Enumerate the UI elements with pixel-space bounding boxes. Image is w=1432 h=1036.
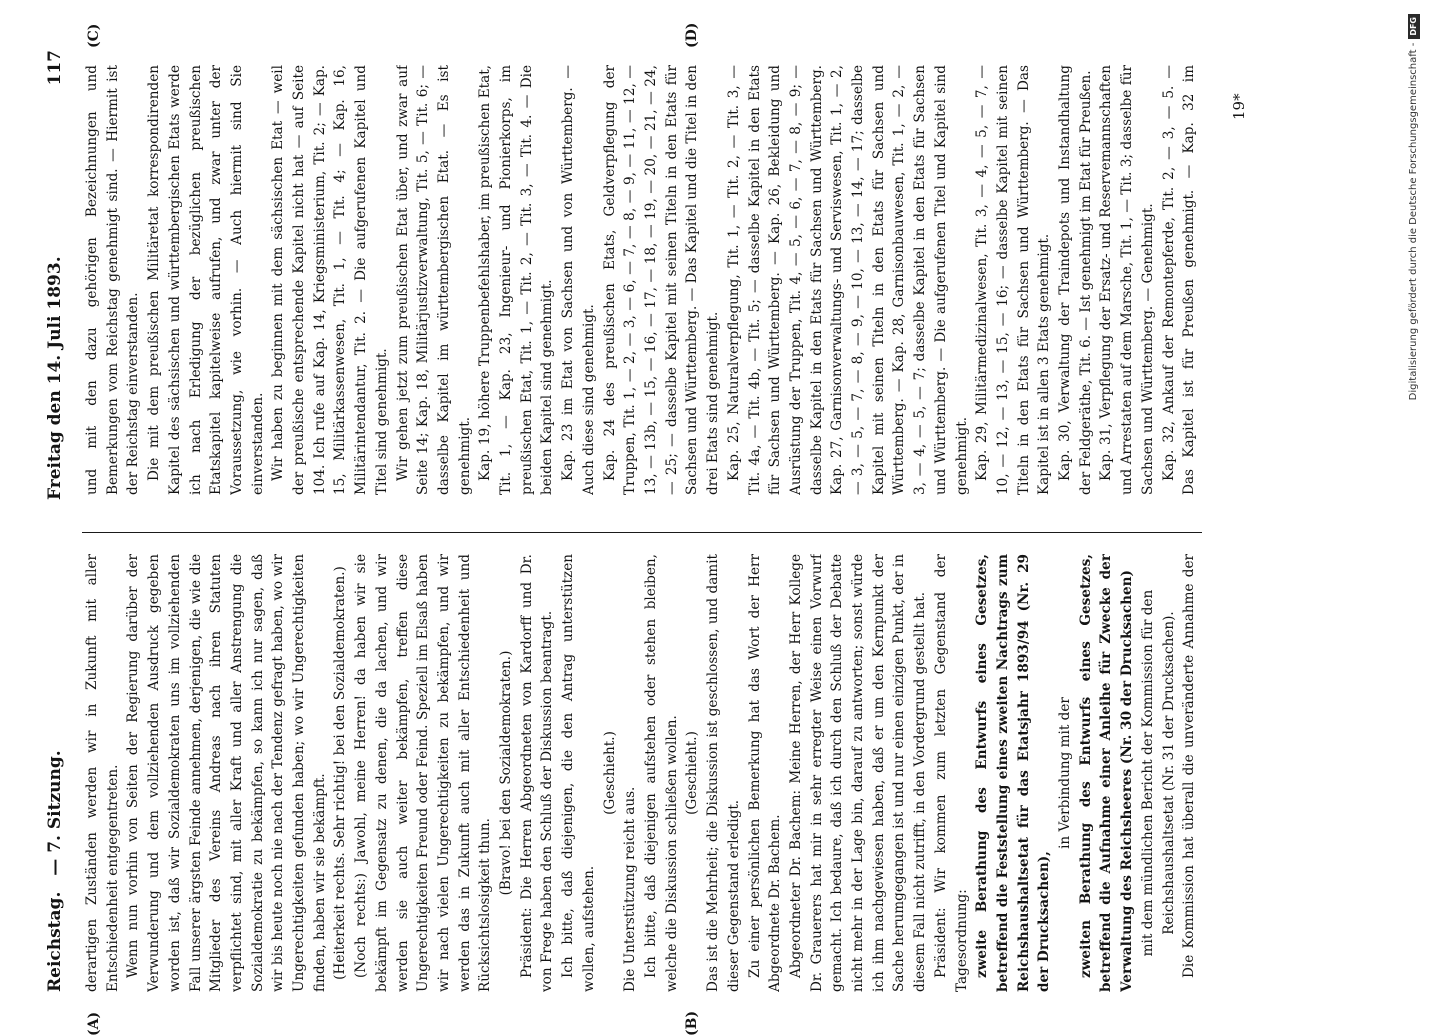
header-date: Freitag den 14. Juli 1893. [45,256,65,500]
paragraph: (Noch rechts:) Jawohl, meine Herren! da haben wir sie bekämpft im Gegensatz zu denen, die da lachen, und wir werden sie auch weiter bekämpfen, treffen diese Ungerechtigkeiten Freund oder Feind. Speziell im Elsaß haben wir nach vielen Ungerechtigkeiten zu bekämpfen, und wir werden das in Zukunft auch mit aller Entschiedenheit und Rücksichtslosigkeit thun. [353,554,494,992]
left-text-column [82,554,1202,992]
paragraph: Wir gehen jetzt zum preußischen Etat über, und zwar auf Seite 14; Kap. 18, Militärjustizverwaltung, Tit. 5, — Tit. 6; — dasselbe Kapitel im württembergischen Etat. — Es ist genehmigt. [394,65,473,495]
dfg-logo: DFG [1408,14,1420,39]
paragraph: Das ist die Mehrheit; die Diskussion ist geschlossen, und damit dieser Gegenstand erledigt. [705,554,742,992]
paragraph: mit dem mündlichen Bericht der Kommission für den Reichshaushaltsetat (Nr. 31 der Drucksachen). [1139,589,1177,957]
paragraph: Kap. 30, Verwaltung der Traindepots und Instandhaltung der Feldgeräthe, Tit. 6. — Ist genehmigt im Etat für Preußen. [1057,65,1094,495]
paragraph: Kap. 32, Ankauf der Remontepferde, Tit. 2, — 3, — 5. — Das Kapitel ist für Preußen genehmigt. — Kap. 32 im [1160,65,1198,495]
paragraph: Kap. 29, Militärmedizinalwesen, Tit. 3, — 4, — 5, — 7, — 10, — 12, — 13, — 15, — 16; — dasselbe Kapitel mit seinen Titeln in den Etats für Sachsen und Württemberg. — Das Kapitel ist in allen 3 Etats genehmigt. [974,65,1053,495]
paragraph: und mit den dazu gehörigen Bezeichnungen und Bemerkungen vom Reichstag genehmigt sind. — Hiermit ist der Reichstag einverstanden. [84,65,142,495]
agenda-item: zweite Berathung des Entwurfs eines Gesetzes, betreffend die Feststellung eines zweiten Nachtrags zum Reichshaushaltsetat für das Etatsjahr 1893/94 (Nr. 29 der Drucksachen), [974,554,1053,992]
paragraph: Ich bitte, daß diejenigen, die den Antrag unterstützen wollen, aufstehen. [560,554,597,992]
interjection: (Bravo! bei den Sozialdemokraten.) [498,650,515,896]
paragraph: Kap. 25, Naturalverpflegung, Tit. 1, — Tit. 2, — Tit. 3, — Tit. 4a, — Tit. 4b, — Tit. 5; — dasselbe Kapitel in den Etats für Sachsen und Württemberg. — Kap. 26, Bekleidung und Ausrüstung der Truppen, Tit. 4, — 5, — 6, — 7, — 8, — 9; — dasselbe Kapitel in den Etats für Sachsen und Württemberg. Kap. 27, Garnisonverwaltungs- und Serviswesen, Tit. 1, — 2, — 3, — 5, — 7, — 8, — 9, — 10, — 13, — 14, — 17; dasselbe Kapitel mit seinen Titeln in den Etats für Sachsen und Württemberg. — Kap. 28, Garnisonbauwesen, Tit. 1, — 2, — 3, — 4, — 5, — 7; dasselbe Kapitel in den Etats für Sachsen und Württemberg. — Die aufgerufenen Titel und Kapitel sind genehmigt. [725,65,970,495]
interjection: (Geschieht.) [684,731,701,815]
paragraph: Wenn nun vorhin von Seiten der Regierung darüber der Verwunderung und dem vollziehenden Ausdruck gegeben worden ist, daß wir Sozialdemokraten uns im vollziehenden Fall unserer ärgsten Feinde annehmen, derjenigen, die wie die Mitglieder des Vereins Andreas nach ihren Statuten verpflichtet sind, mit aller Kraft und aller Anstrengung die Sozialdemokratie zu bekämpfen, so kann ich nur sagen, daß wir bis heute noch nie nach der Tendenz gefragt haben, wo wir Ungerechtigkeiten gefunden haben; wo wir Ungerechtigkeiten finden, haben wir sie bekämpft. [125,554,328,992]
paragraph: Kap. 24 des preußischen Etats, Geldverpflegung der Truppen, Tit. 1, — 2, — 3, — 6, — 7, — 8, — 9, — 11, — 12, — 13, — 13b, — 15, — 16, — 17, — 18, — 19, — 20, — 21, — 24, — 25; — dasselbe Kapitel mit seinen Titeln in den Etats für Sachsen und Württemberg. — Das Kapitel und die Titel in den drei Etats sind genehmigt. [601,65,722,495]
header-session: — 7. Sitzung. [45,750,65,876]
paragraph: Abgeordneter Dr. Bachem: Meine Herren, der Herr Kollege Dr. Grauerers hat mir in sehr erregter Weise einen Vorwurf gemacht. Ich bedaure, daß ich durch den Schluß der Debatte nicht mehr in der Lage bin, darauf zu antworten; sonst würde ich ihm nachgewiesen haben, daß er um den Kernpunkt der Sache herumgegangen ist und nur einen einzigen Punkt, der in diesem Fall nicht zutrifft, in den Vordergrund gestellt hat. [787,554,929,992]
right-text-column [82,65,1202,495]
paragraph: Ich bitte, daß diejenigen aufstehen oder stehen bleiben, welche die Diskussion schließen wollen. [642,554,680,992]
page-number: 117 [45,50,65,86]
paragraph: Die Unterstützung reicht aus. [622,786,639,992]
signature-mark: 19* [1230,93,1248,120]
margin-mark-c: (C) [86,23,102,48]
header-title: Reichstag. [45,891,65,992]
paragraph: Zu einer persönlichen Bemerkung hat das Wort der Herr Abgeordnete Dr. Bachem. [746,554,784,992]
interjection: (Geschieht.) [601,731,618,815]
digitization-note [1404,0,1424,1000]
paragraph: derartigen Zuständen werden wir in Zukunft mit aller Entschiedenheit entgegentreten. [84,554,121,992]
paragraph: Die Kommission hat überall die unveränderte Annahme der [1181,554,1198,978]
paragraph: Kap. 19, höhere Truppenbefehlshaber, im preußischen Etat, Tit. 1, — Kap. 23, Ingenieur- und Pionierkorps, im preußischen Etat, Tit. 1, — Tit. 2, — Tit. 3, — Tit. 4. — Die beiden Kapitel sind genehmigt. [477,65,556,495]
paragraph: Kap. 31, Verpflegung der Ersatz- und Reservemannschaften und Arrestaten auf dem Marsche, Tit. 1, — Tit. 3; dasselbe für Sachsen und Württemberg. — Genehmigt. [1098,65,1156,495]
paragraph: in Verbindung mit der [1057,697,1074,849]
paragraph: Präsident: Wir kommen zum letzten Gegenstand der Tagesordnung: [932,554,970,992]
margin-mark-d: (D) [684,22,700,48]
interjection: (Heiterkeit rechts. Sehr richtig! bei den Sozialdemokraten.) [332,566,349,980]
paragraph: Die mit dem preußischen Militäretat korrespondirenden Kapitel des sächsischen und württembergischen Etats werde ich nach Erledigung der bezüglichen preußischen Etatskapitel kapitelweise aufrufen, und zwar unter der Voraussetzung, wie vorhin. — Auch hiermit sind Sie einverstanden. [146,65,266,495]
paragraph: Präsident: Die Herren Abgeordneten von Kardorff und Dr. von Frege haben den Schluß der Diskussion beantragt. [518,554,556,992]
running-header-left [45,552,71,992]
agenda-item: zweiten Berathung des Entwurfs eines Gesetzes, betreffend die Aufnahme einer Anleihe für Zwecke der Verwaltung des Reichsheeres (Nr. 30 der Drucksachen) [1077,554,1136,992]
margin-mark-b: (B) [684,1010,700,1036]
running-header-right [45,50,71,500]
paragraph: Wir haben zu beginnen mit dem sächsischen Etat — weil der preußische entsprechende Kapitel nicht hat — auf Seite 104. Ich rufe auf Kap. 14, Kriegsministerium, Tit. 2; — Kap. 15, Militärkassenwesen, Tit. 1, — Tit. 4; — Kap. 16, Militärintendantur, Tit. 2. — Die aufgerufenen Kapitel und Titel sind genehmigt. [270,65,390,495]
paragraph: Kap. 23 im Etat von Sachsen und von Württemberg. — Auch diese sind genehmigt. [560,65,597,495]
digitization-text: Digitalisierung gefördert durch die Deutsche Forschungsgemeinschaft - [1408,42,1419,401]
column-divider [82,532,1202,533]
margin-mark-a: (A) [86,1011,102,1036]
